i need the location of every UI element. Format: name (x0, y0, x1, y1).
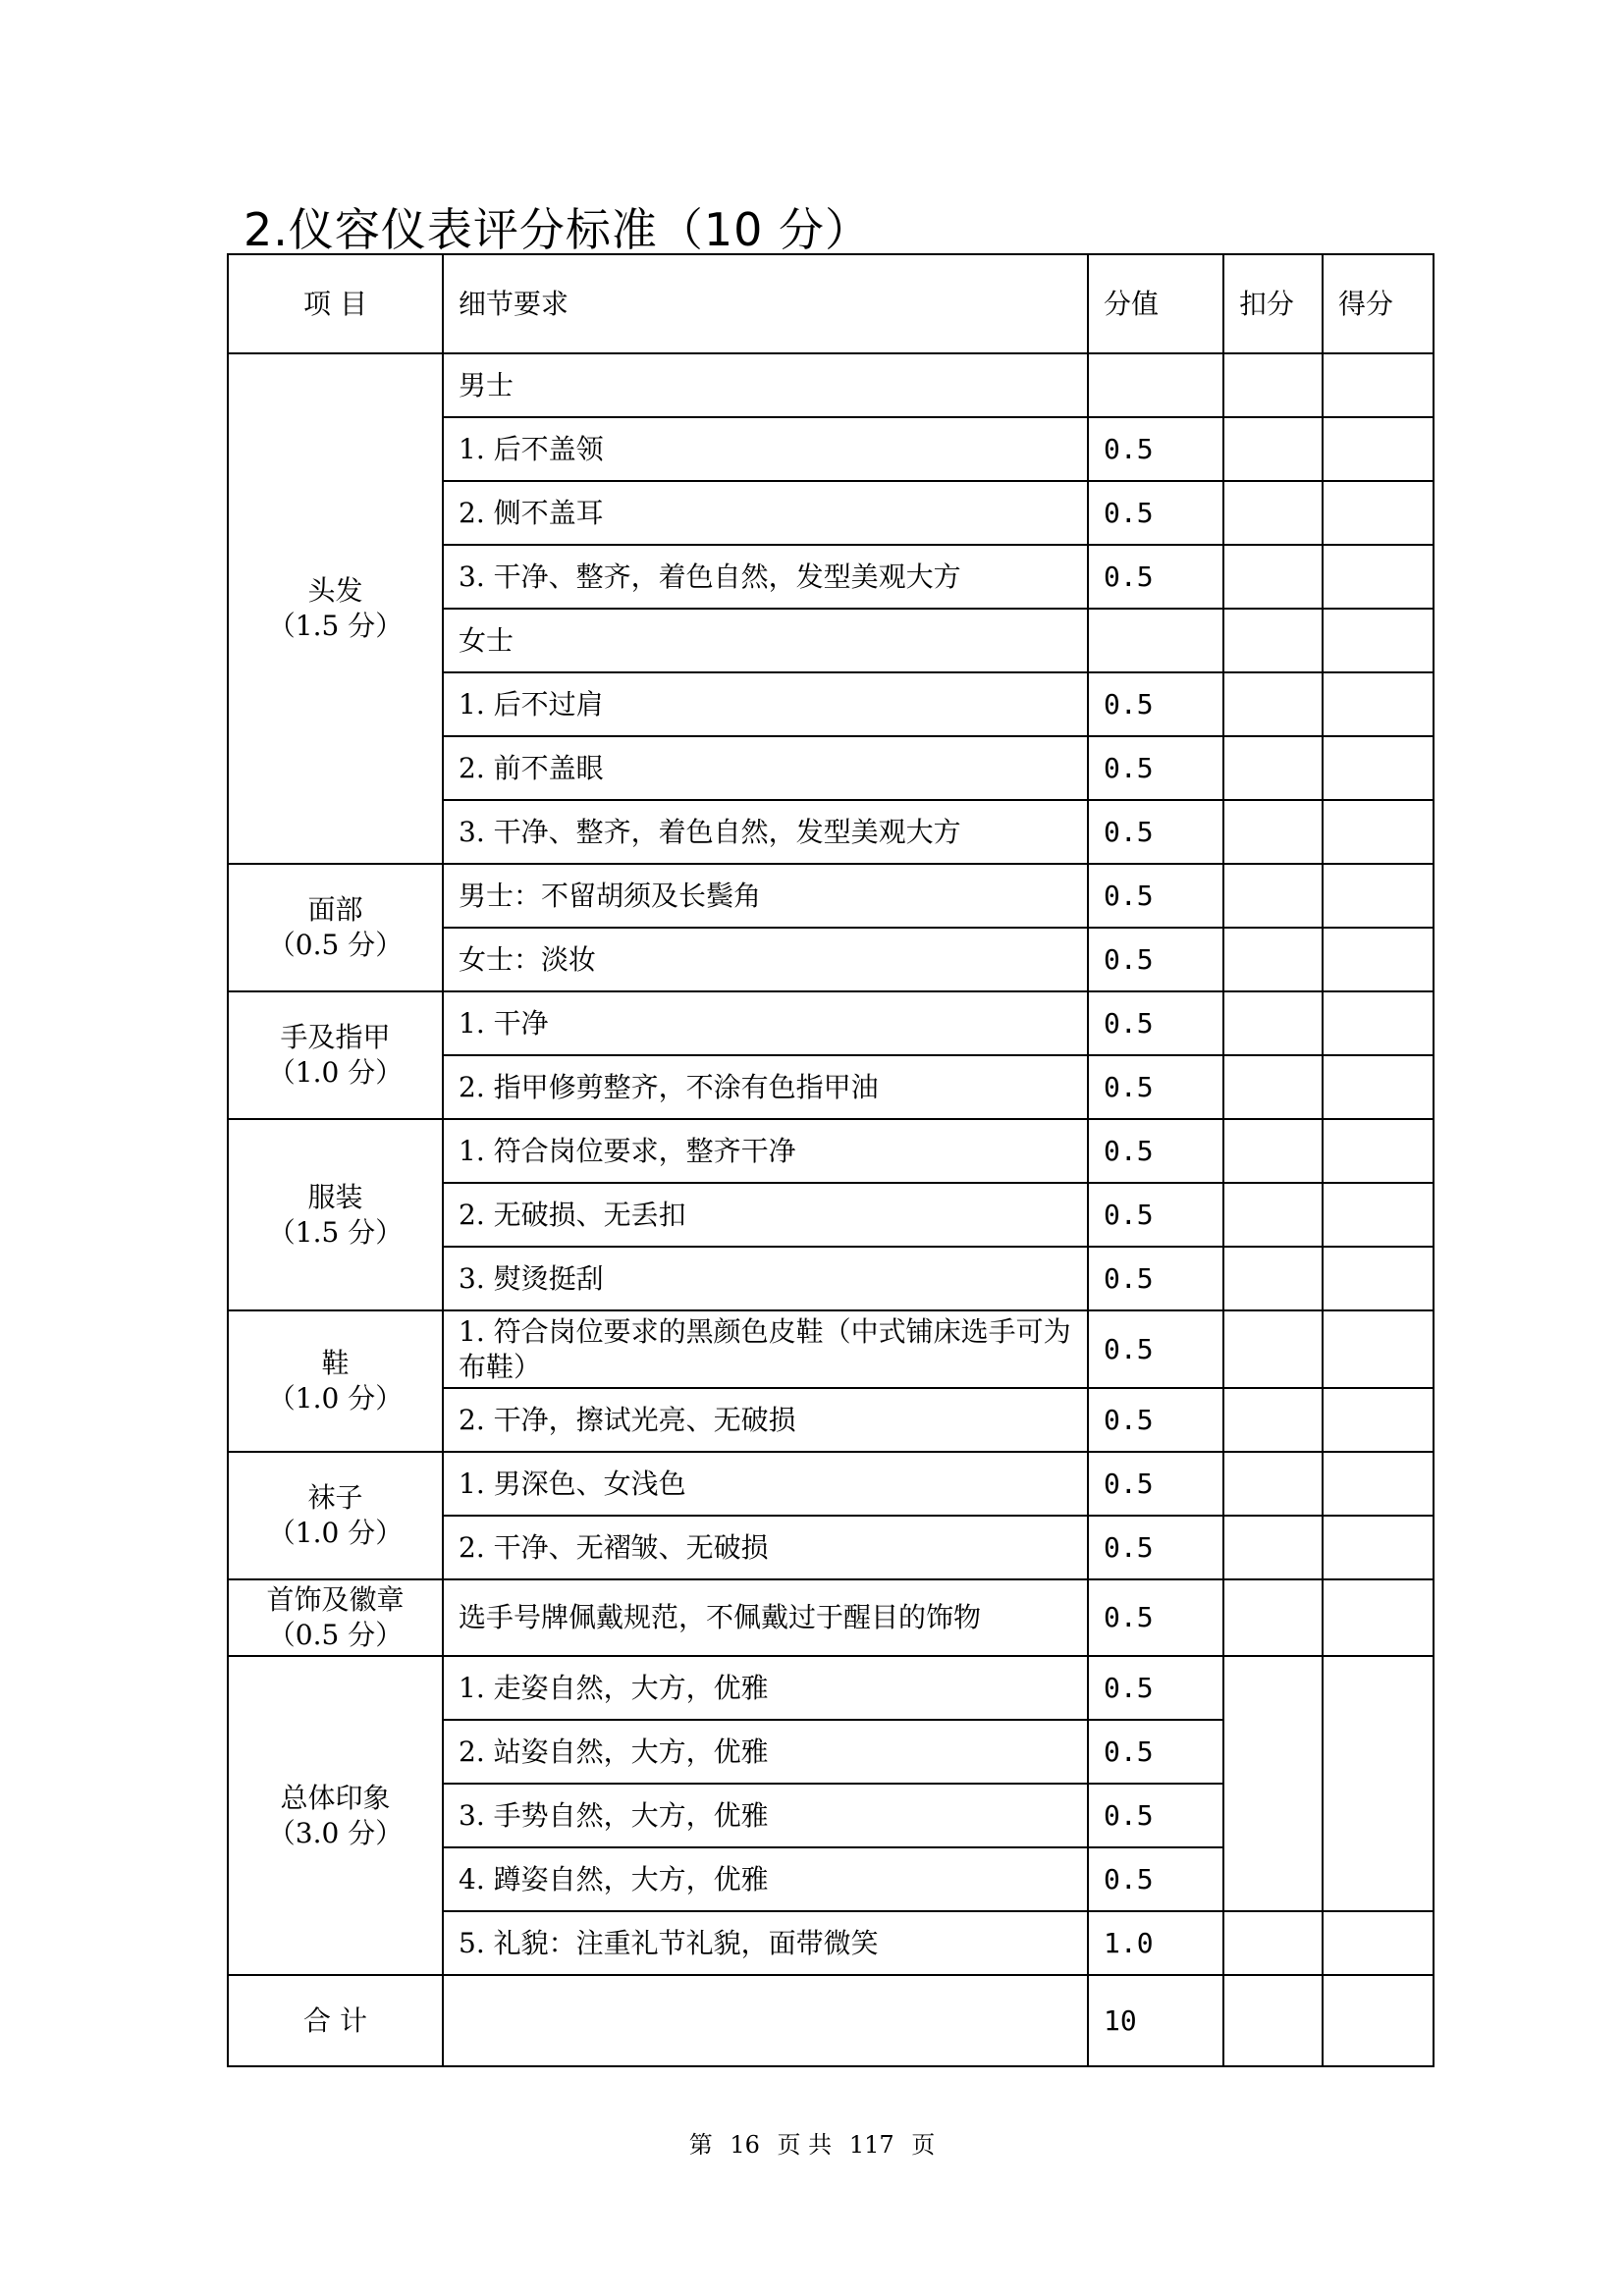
score-cell (1323, 1119, 1434, 1183)
detail-cell: 1. 男深色、女浅色 (443, 1452, 1088, 1516)
detail-cell: 1. 后不过肩 (443, 672, 1088, 736)
detail-cell: 2. 站姿自然，大方，优雅 (443, 1720, 1088, 1784)
detail-cell: 2. 干净、无褶皱、无破损 (443, 1516, 1088, 1579)
value-cell: 0.5 (1088, 1310, 1223, 1388)
page-footer (0, 2125, 1624, 2160)
table-row (228, 864, 1434, 928)
deduct-cell (1223, 864, 1323, 928)
score-cell (1323, 481, 1434, 545)
detail-cell (443, 1975, 1088, 2066)
detail-cell: 5. 礼貌：注重礼节礼貌，面带微笑 (443, 1911, 1088, 1975)
table-row (228, 991, 1434, 1055)
category-shoes (228, 1310, 443, 1452)
deduct-cell (1223, 736, 1323, 800)
score-cell (1323, 928, 1434, 991)
score-cell (1323, 800, 1434, 864)
category-name: 手及指甲 (280, 1021, 391, 1053)
value-cell: 0.5 (1088, 1055, 1223, 1119)
deduct-cell (1223, 1119, 1323, 1183)
score-cell (1323, 864, 1434, 928)
deduct-cell (1223, 1911, 1323, 1975)
value-cell (1088, 353, 1223, 417)
detail-cell: 1. 符合岗位要求，整齐干净 (443, 1119, 1088, 1183)
deduct-cell (1223, 1579, 1323, 1656)
score-cell (1323, 545, 1434, 609)
score-cell (1323, 1055, 1434, 1119)
table-row (228, 1452, 1434, 1516)
score-cell (1323, 736, 1434, 800)
footer-mid: 页 共 (777, 2131, 833, 2159)
deduct-cell (1223, 353, 1323, 417)
value-cell: 0.5 (1088, 1247, 1223, 1310)
score-cell (1323, 1911, 1434, 1975)
detail-cell: 选手号牌佩戴规范，不佩戴过于醒目的饰物 (443, 1579, 1088, 1656)
score-cell (1323, 1183, 1434, 1247)
category-face (228, 864, 443, 991)
value-cell: 0.5 (1088, 1119, 1223, 1183)
category-name: 总体印象 (280, 1781, 391, 1814)
detail-cell: 3. 干净、整齐，着色自然，发型美观大方 (443, 545, 1088, 609)
header-deduct: 扣分 (1223, 254, 1323, 353)
category-points: （0.5 分） (267, 1619, 404, 1651)
value-cell: 0.5 (1088, 736, 1223, 800)
table-header-row (228, 254, 1434, 353)
score-cell (1323, 991, 1434, 1055)
current-page-number: 16 (730, 2131, 760, 2159)
score-cell (1323, 1452, 1434, 1516)
value-cell: 0.5 (1088, 1452, 1223, 1516)
deduct-cell (1223, 1975, 1323, 2066)
value-cell: 0.5 (1088, 1579, 1223, 1656)
header-value: 分值 (1088, 254, 1223, 353)
deduct-cell (1223, 1310, 1323, 1388)
deduct-cell (1223, 1247, 1323, 1310)
subgroup-label: 男士 (443, 353, 1088, 417)
table-row (228, 1119, 1434, 1183)
score-cell (1323, 353, 1434, 417)
table-row (228, 1656, 1434, 1720)
value-cell (1088, 609, 1223, 672)
value-cell: 0.5 (1088, 417, 1223, 481)
category-points: （0.5 分） (267, 929, 404, 961)
deduct-cell (1223, 1183, 1323, 1247)
scoring-table (227, 253, 1435, 2067)
value-cell: 0.5 (1088, 1847, 1223, 1911)
detail-cell: 1. 走姿自然，大方，优雅 (443, 1656, 1088, 1720)
category-name: 服装 (307, 1180, 363, 1213)
detail-cell: 3. 熨烫挺刮 (443, 1247, 1088, 1310)
category-name: 头发 (307, 574, 363, 607)
category-points: （1.0 分） (267, 1056, 404, 1089)
detail-cell: 2. 侧不盖耳 (443, 481, 1088, 545)
category-name: 面部 (307, 893, 363, 926)
detail-cell: 3. 干净、整齐，着色自然，发型美观大方 (443, 800, 1088, 864)
header-score: 得分 (1323, 254, 1434, 353)
value-cell: 1.0 (1088, 1911, 1223, 1975)
detail-cell: 2. 干净，擦试光亮、无破损 (443, 1388, 1088, 1452)
value-cell: 0.5 (1088, 800, 1223, 864)
detail-cell: 男士：不留胡须及长鬓角 (443, 864, 1088, 928)
table-row (228, 1579, 1434, 1656)
score-cell (1323, 1656, 1434, 1911)
table-row (228, 1310, 1434, 1388)
total-label: 合 计 (228, 1975, 443, 2066)
deduct-cell (1223, 1656, 1323, 1911)
table-row (228, 353, 1434, 417)
deduct-cell (1223, 928, 1323, 991)
category-points: （1.0 分） (267, 1382, 404, 1415)
deduct-cell (1223, 672, 1323, 736)
category-points: （3.0 分） (267, 1816, 404, 1849)
deduct-cell (1223, 1516, 1323, 1579)
value-cell: 0.5 (1088, 481, 1223, 545)
category-points: （1.5 分） (267, 1215, 404, 1249)
category-overall (228, 1656, 443, 1975)
detail-cell: 女士：淡妆 (443, 928, 1088, 991)
value-cell: 0.5 (1088, 672, 1223, 736)
score-cell (1323, 1388, 1434, 1452)
detail-cell: 2. 无破损、无丢扣 (443, 1183, 1088, 1247)
footer-suffix: 页 (911, 2131, 936, 2159)
page-title: 2.仪容仪表评分标准（10 分） (244, 203, 872, 256)
score-cell (1323, 417, 1434, 481)
header-item: 项 目 (228, 254, 443, 353)
category-name: 袜子 (307, 1481, 363, 1514)
value-cell: 0.5 (1088, 1516, 1223, 1579)
footer-prefix: 第 (688, 2131, 713, 2159)
deduct-cell (1223, 991, 1323, 1055)
value-cell: 0.5 (1088, 1656, 1223, 1720)
detail-cell: 2. 前不盖眼 (443, 736, 1088, 800)
category-points: （1.0 分） (267, 1517, 404, 1549)
score-cell (1323, 1975, 1434, 2066)
total-row (228, 1975, 1434, 2066)
deduct-cell (1223, 800, 1323, 864)
value-cell: 0.5 (1088, 1388, 1223, 1452)
value-cell: 0.5 (1088, 864, 1223, 928)
deduct-cell (1223, 1055, 1323, 1119)
category-points: （1.5 分） (267, 610, 404, 642)
category-name: 鞋 (321, 1347, 350, 1379)
value-cell: 0.5 (1088, 1183, 1223, 1247)
detail-cell: 1. 符合岗位要求的黑颜色皮鞋（中式铺床选手可为布鞋） (443, 1310, 1088, 1388)
detail-cell: 1. 干净 (443, 991, 1088, 1055)
detail-cell: 4. 蹲姿自然，大方，优雅 (443, 1847, 1088, 1911)
category-clothing (228, 1119, 443, 1310)
total-value: 10 (1088, 1975, 1223, 2066)
value-cell: 0.5 (1088, 545, 1223, 609)
deduct-cell (1223, 417, 1323, 481)
value-cell: 0.5 (1088, 1720, 1223, 1784)
value-cell: 0.5 (1088, 1784, 1223, 1847)
detail-cell: 1. 后不盖领 (443, 417, 1088, 481)
score-cell (1323, 1516, 1434, 1579)
value-cell: 0.5 (1088, 928, 1223, 991)
score-cell (1323, 672, 1434, 736)
score-cell (1323, 1247, 1434, 1310)
subgroup-label: 女士 (443, 609, 1088, 672)
deduct-cell (1223, 1388, 1323, 1452)
category-hair (228, 353, 443, 864)
score-cell (1323, 1579, 1434, 1656)
header-detail: 细节要求 (443, 254, 1088, 353)
deduct-cell (1223, 1452, 1323, 1516)
value-cell: 0.5 (1088, 991, 1223, 1055)
total-page-count: 117 (848, 2131, 894, 2159)
deduct-cell (1223, 481, 1323, 545)
detail-cell: 2. 指甲修剪整齐，不涂有色指甲油 (443, 1055, 1088, 1119)
category-socks (228, 1452, 443, 1579)
category-jewelry (228, 1579, 443, 1656)
deduct-cell (1223, 545, 1323, 609)
detail-cell: 3. 手势自然，大方，优雅 (443, 1784, 1088, 1847)
category-name: 首饰及徽章 (266, 1583, 405, 1616)
deduct-cell (1223, 609, 1323, 672)
category-hands (228, 991, 443, 1119)
score-cell (1323, 1310, 1434, 1388)
score-cell (1323, 609, 1434, 672)
